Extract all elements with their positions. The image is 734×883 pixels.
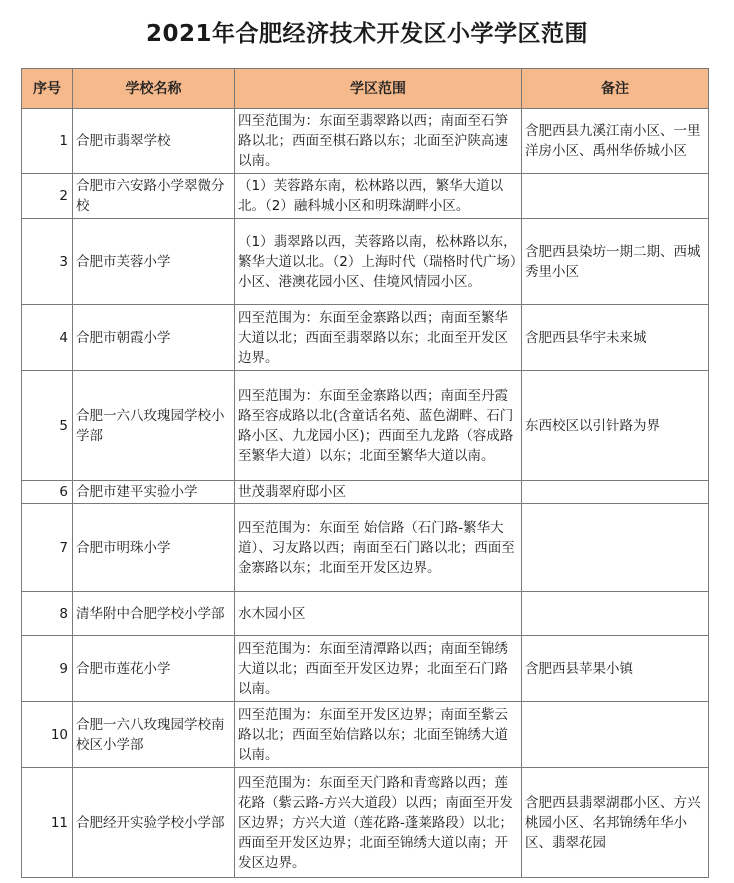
row-range: 四至范围为：东面至开发区边界；南面至紫云路以北；西面至始信路以东；北面至锦绣大道以南。 — [235, 702, 522, 768]
row-range: 四至范围为：东面至翡翠路以西；南面至石笋路以北；西面至棋石路以东；北面至沪陕高速以南。 — [235, 109, 522, 174]
row-school: 合肥一六八玫瑰园学校小学部 — [73, 371, 235, 481]
row-range: 四至范围为：东面至金寨路以西；南面至繁华大道以北；西面至翡翠路以东；北面至开发区边界。 — [235, 305, 522, 371]
row-no: 10 — [22, 702, 73, 768]
table-row — [22, 504, 709, 592]
row-school: 合肥市翡翠学校 — [73, 109, 235, 174]
row-school: 合肥经开实验学校小学部 — [73, 768, 235, 878]
row-range: 水木园小区 — [235, 592, 522, 636]
row-note: 含肥西县染坊一期二期、西城秀里小区 — [522, 219, 709, 305]
row-school: 合肥市朝霞小学 — [73, 305, 235, 371]
row-no: 8 — [22, 592, 73, 636]
row-no: 6 — [22, 481, 73, 504]
row-no: 9 — [22, 636, 73, 702]
row-note — [522, 504, 709, 592]
row-school: 合肥市莲花小学 — [73, 636, 235, 702]
table-row — [22, 219, 709, 305]
row-no: 7 — [22, 504, 73, 592]
header-no: 序号 — [22, 69, 73, 109]
table-header-row — [22, 69, 709, 109]
table-row — [22, 174, 709, 219]
table-row — [22, 702, 709, 768]
row-note: 东西校区以引针路为界 — [522, 371, 709, 481]
row-school: 合肥市芙蓉小学 — [73, 219, 235, 305]
row-no: 5 — [22, 371, 73, 481]
page-title: 2021年合肥经济技术开发区小学学区范围 — [145, 21, 588, 47]
row-no: 11 — [22, 768, 73, 878]
table-row — [22, 592, 709, 636]
row-school: 清华附中合肥学校小学部 — [73, 592, 235, 636]
row-note — [522, 481, 709, 504]
row-no: 3 — [22, 219, 73, 305]
row-school: 合肥一六八玫瑰园学校南校区小学部 — [73, 702, 235, 768]
header-note: 备注 — [522, 69, 709, 109]
row-school: 合肥市建平实验小学 — [73, 481, 235, 504]
row-range: 四至范围为：东面至金寨路以西；南面至丹霞路至容成路以北(含童话名苑、蓝色湖畔、石门路小区、九龙园小区)；西面至九龙路（容成路至繁华大道）以东；北面至繁华大道以南。 — [235, 371, 522, 481]
row-range: （1）翡翠路以西，芙蓉路以南，松林路以东，繁华大道以北。（2）上海时代（瑞格时代广场）小区、港澳花园小区、佳境风情园小区。 — [235, 219, 522, 305]
row-range: 世茂翡翠府邸小区 — [235, 481, 522, 504]
table-row — [22, 768, 709, 878]
row-school: 合肥市明珠小学 — [73, 504, 235, 592]
row-school: 合肥市六安路小学翠微分校 — [73, 174, 235, 219]
row-note — [522, 592, 709, 636]
row-note: 含肥西县苹果小镇 — [522, 636, 709, 702]
row-range: 四至范围为：东面至 始信路（石门路-繁华大道）、习友路以西；南面至石门路以北；西面至金寨路以东；北面至开发区边界。 — [235, 504, 522, 592]
row-range: （1）芙蓉路东南，松林路以西，繁华大道以北。（2）融科城小区和明珠湖畔小区。 — [235, 174, 522, 219]
row-range: 四至范围为：东面至天门路和青鸾路以西；莲花路（紫云路-方兴大道段）以西；南面至开发区边界；方兴大道（莲花路-蓬莱路段）以北；西面至开发区边界；北面至锦绣大道以南；开发区边界。 — [235, 768, 522, 878]
row-note: 含肥西县九溪江南小区、一里洋房小区、禹州华侨城小区 — [522, 109, 709, 174]
table-row — [22, 109, 709, 174]
row-range: 四至范围为：东面至清潭路以西；南面至锦绣大道以北；西面至开发区边界；北面至石门路以南。 — [235, 636, 522, 702]
row-no: 1 — [22, 109, 73, 174]
row-no: 2 — [22, 174, 73, 219]
row-note: 含肥西县华宇未来城 — [522, 305, 709, 371]
table-row — [22, 481, 709, 504]
header-school: 学校名称 — [73, 69, 235, 109]
school-district-table — [21, 68, 709, 878]
row-note — [522, 702, 709, 768]
table-row — [22, 636, 709, 702]
header-range: 学区范围 — [235, 69, 522, 109]
table-row — [22, 371, 709, 481]
row-note — [522, 174, 709, 219]
row-no: 4 — [22, 305, 73, 371]
table-row — [22, 305, 709, 371]
row-note: 含肥西县翡翠湖郡小区、方兴桃园小区、名邦锦绣年华小区、翡翠花园 — [522, 768, 709, 878]
